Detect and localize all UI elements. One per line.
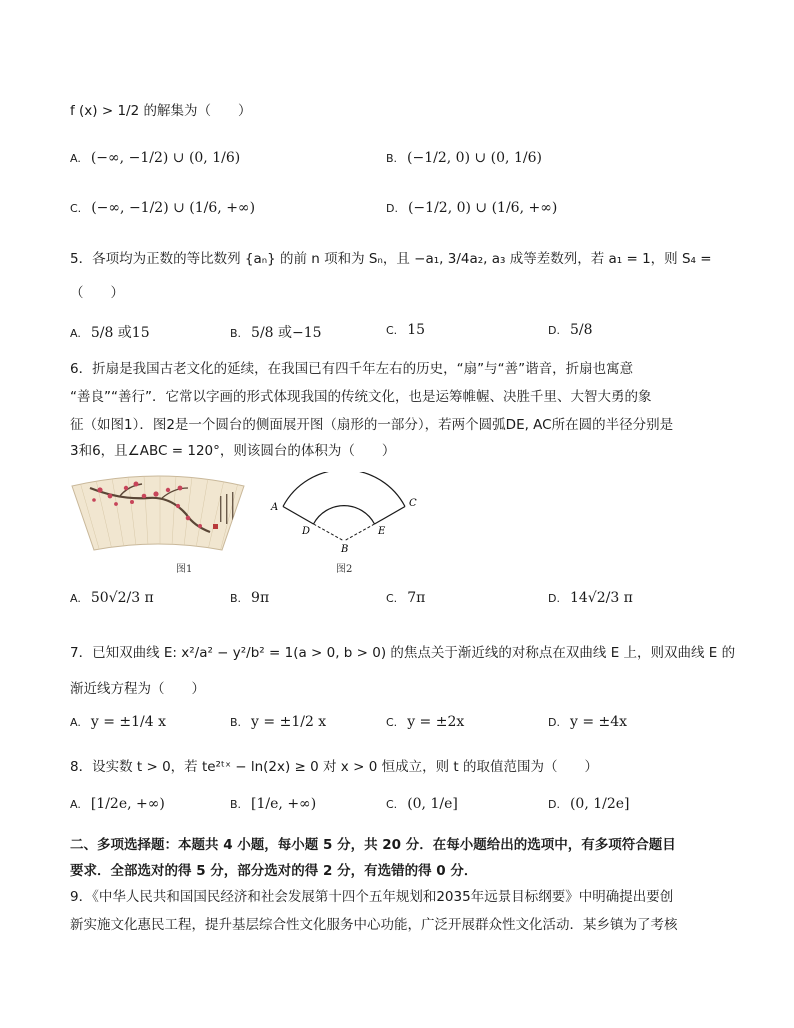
q5-stem-line2: （ ） xyxy=(70,285,124,301)
q7-option-b[interactable] xyxy=(230,714,326,730)
option-label: D. xyxy=(548,716,560,729)
option-label: B. xyxy=(230,716,242,729)
option-text: y = ±1/4 x xyxy=(90,714,166,730)
q8-option-a[interactable] xyxy=(70,796,165,812)
option-label: C. xyxy=(70,202,82,215)
point-c-label: C xyxy=(409,498,417,509)
option-text: 14√2/3 π xyxy=(569,590,633,606)
option-text: 5/8 或−15 xyxy=(251,325,322,341)
q5-option-b[interactable] xyxy=(230,322,322,342)
q7-stem-line1: 7．已知双曲线 E: x²/a² − y²/b² = 1(a > 0, b > 0) 的焦点关于渐近线的对称点在双曲线 E 上，则双曲线 E 的 xyxy=(70,645,736,661)
option-text: 5/8 xyxy=(569,322,593,338)
option-text: [1/e, +∞) xyxy=(251,796,317,812)
fig1-caption: 图1 xyxy=(176,564,193,575)
arc-ac xyxy=(283,472,405,507)
q9-stem-line2: 新实施文化惠民工程，提升基层综合性文化服务中心功能，广泛开展群众性文化活动．某乡镇为了考核 xyxy=(70,917,678,933)
option-text: (−1/2, 0) ∪ (1/6, +∞) xyxy=(407,200,558,216)
q6-option-a[interactable] xyxy=(70,590,154,606)
q4-option-a[interactable] xyxy=(70,150,240,166)
q7-option-c[interactable] xyxy=(386,714,464,730)
option-text: (−∞, −1/2) ∪ (0, 1/6) xyxy=(90,150,241,166)
option-text: y = ±4x xyxy=(569,714,628,730)
option-label: A. xyxy=(70,798,81,811)
q6-stem-line2: “善良”“善行”．它常以字画的形式体现我国的传统文化，也是运筹帷幄、决胜千里、大智大勇的象 xyxy=(70,389,652,405)
section2-heading-line1: 二、多项选择题：本题共 4 小题，每小题 5 分，共 20 分．在每小题给出的选项中，有多项符合题目 xyxy=(70,837,676,853)
option-label: D. xyxy=(548,324,560,337)
point-a-label: A xyxy=(271,502,279,513)
q6-option-d[interactable] xyxy=(548,590,633,606)
q6-option-b[interactable] xyxy=(230,590,269,606)
option-text: (0, 1/e] xyxy=(407,796,458,812)
segment-eb-dashed xyxy=(344,524,375,541)
q4-option-c[interactable] xyxy=(70,200,255,216)
segment-ce xyxy=(375,507,406,525)
option-label: B. xyxy=(230,798,242,811)
option-text: (−∞, −1/2) ∪ (1/6, +∞) xyxy=(91,200,256,216)
fan-painting-figure xyxy=(70,474,246,558)
q5-option-a[interactable] xyxy=(70,322,150,342)
option-text: 9π xyxy=(251,590,270,606)
option-label: B. xyxy=(230,327,242,340)
q8-stem-line1: 8．设实数 t > 0，若 te²ᵗˣ − ln(2x) ≥ 0 对 x > 0 恒成立，则 t 的取值范围为（ ） xyxy=(70,759,598,775)
q5-stem-line1: 5．各项均为正数的等比数列 {aₙ} 的前 n 项和为 Sₙ，且 −a₁, 3/4a₂, a₃ 成等差数列，若 a₁ = 1，则 S₄ = xyxy=(70,251,712,267)
option-text: y = ±1/2 x xyxy=(251,714,327,730)
option-text: y = ±2x xyxy=(407,714,465,730)
point-e-label: E xyxy=(378,526,386,537)
option-text: [1/2e, +∞) xyxy=(90,796,165,812)
option-label: A. xyxy=(70,327,81,340)
option-label: C. xyxy=(386,592,398,605)
q8-option-c[interactable] xyxy=(386,796,458,812)
option-text: (0, 1/2e] xyxy=(569,796,630,812)
option-label: D. xyxy=(548,592,560,605)
q7-option-d[interactable] xyxy=(548,714,627,730)
q8-option-b[interactable] xyxy=(230,796,316,812)
option-text: 50√2/3 π xyxy=(90,590,154,606)
q5-option-d[interactable] xyxy=(548,322,593,338)
fig2-caption: 图2 xyxy=(336,564,353,575)
option-text: 5/8 或15 xyxy=(90,325,150,341)
option-text: (−1/2, 0) ∪ (0, 1/6) xyxy=(407,150,542,166)
option-label: D. xyxy=(548,798,560,811)
q4-option-b[interactable] xyxy=(386,150,542,166)
q6-stem-line4: 3和6，且∠ABC = 120°，则该圆台的体积为（ ） xyxy=(70,443,396,459)
option-label: A. xyxy=(70,716,81,729)
q6-option-c[interactable] xyxy=(386,590,425,606)
option-label: A. xyxy=(70,152,81,165)
q7-option-a[interactable] xyxy=(70,714,166,730)
q4-option-d[interactable] xyxy=(386,200,557,216)
q8-option-d[interactable] xyxy=(548,796,630,812)
segment-db-dashed xyxy=(314,524,345,541)
option-label: C. xyxy=(386,324,398,337)
option-label: C. xyxy=(386,798,398,811)
q6-stem-line3: 征（如图1）．图2是一个圆台的侧面展开图（扇形的一部分），若两个圆弧DE, AC所在圆的半径分别是 xyxy=(70,417,674,433)
option-label: B. xyxy=(386,152,398,165)
point-b-label: B xyxy=(341,544,349,552)
option-text: 7π xyxy=(407,590,426,606)
point-d-label: D xyxy=(302,526,311,537)
q4-stem: f (x) > 1/2 的解集为（ ） xyxy=(70,103,252,119)
segment-ad xyxy=(283,507,314,525)
q9-stem-line1: 9．《中华人民共和国国民经济和社会发展第十四个五年规划和2035年远景目标纲要》中明确提出要创 xyxy=(70,889,674,905)
option-label: B. xyxy=(230,592,242,605)
q6-stem-line1: 6．折扇是我国古老文化的延续，在我国已有四千年左右的历史，“扇”与“善”谐音，折扇也寓意 xyxy=(70,361,634,377)
q7-stem-line2: 渐近线方程为（ ） xyxy=(70,681,205,697)
annular-sector-figure xyxy=(266,472,426,552)
option-label: C. xyxy=(386,716,398,729)
q5-option-c[interactable] xyxy=(386,322,425,338)
option-text: 15 xyxy=(407,322,426,338)
option-label: A. xyxy=(70,592,81,605)
arc-de xyxy=(314,506,375,524)
section2-heading-line2: 要求．全部选对的得 5 分，部分选对的得 2 分，有选错的得 0 分． xyxy=(70,863,478,879)
option-label: D. xyxy=(386,202,398,215)
